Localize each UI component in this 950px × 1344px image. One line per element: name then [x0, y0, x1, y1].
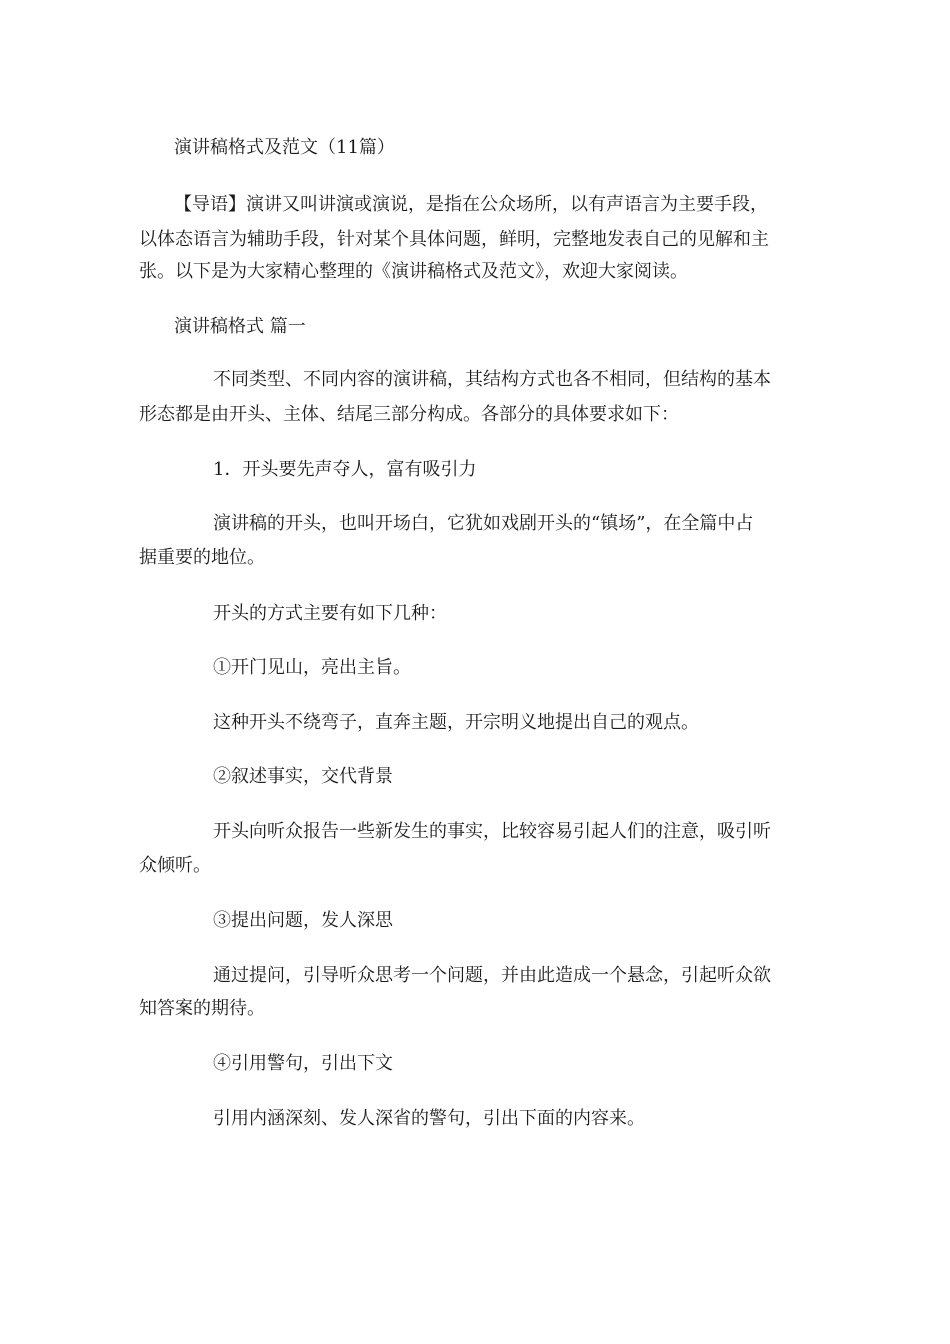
document-title: 演讲稿格式及范文（11篇）	[174, 137, 395, 158]
subheading: ①开门见山，亮出主旨。	[213, 657, 411, 678]
paragraph-line: 引用内涵深刻、发人深省的警句，引出下面的内容来。	[213, 1108, 645, 1129]
subheading: ②叙述事实，交代背景	[213, 766, 393, 787]
paragraph-line: 形态都是由开头、主体、结尾三部分构成。各部分的具体要求如下：	[139, 404, 679, 425]
item-heading: 1．开头要先声夺人，富有吸引力	[213, 459, 477, 480]
intro-line: 【导语】演讲又叫讲演或演说，是指在公众场所，以有声语言为主要手段，	[174, 194, 768, 215]
subheading: ④引用警句，引出下文	[213, 1053, 393, 1074]
paragraph-line: 不同类型、不同内容的演讲稿，其结构方式也各不相同，但结构的基本	[213, 369, 771, 390]
paragraph-line: 众倾听。	[139, 855, 211, 876]
intro-line: 以体态语言为辅助手段，针对某个具体问题，鲜明，完整地发表自己的见解和主	[139, 229, 769, 250]
paragraph-line: 据重要的地位。	[139, 547, 265, 568]
paragraph-line: 开头向听众报告一些新发生的事实，比较容易引起人们的注意，吸引听	[213, 821, 771, 842]
paragraph-line: 演讲稿的开头，也叫开场白，它犹如戏剧开头的“镇场”，在全篇中占	[213, 513, 754, 534]
paragraph-line: 这种开头不绕弯子，直奔主题，开宗明义地提出自己的观点。	[213, 712, 699, 733]
paragraph-line: 通过提问，引导听众思考一个问题，并由此造成一个悬念，引起听众欲	[213, 965, 771, 986]
paragraph-line: 开头的方式主要有如下几种：	[213, 603, 447, 624]
intro-line: 张。以下是为大家精心整理的《演讲稿格式及范文》，欢迎大家阅读。	[139, 261, 688, 282]
paragraph-line: 知答案的期待。	[139, 998, 265, 1019]
subheading: ③提出问题，发人深思	[213, 910, 393, 931]
section-heading: 演讲稿格式 篇一	[174, 316, 306, 337]
